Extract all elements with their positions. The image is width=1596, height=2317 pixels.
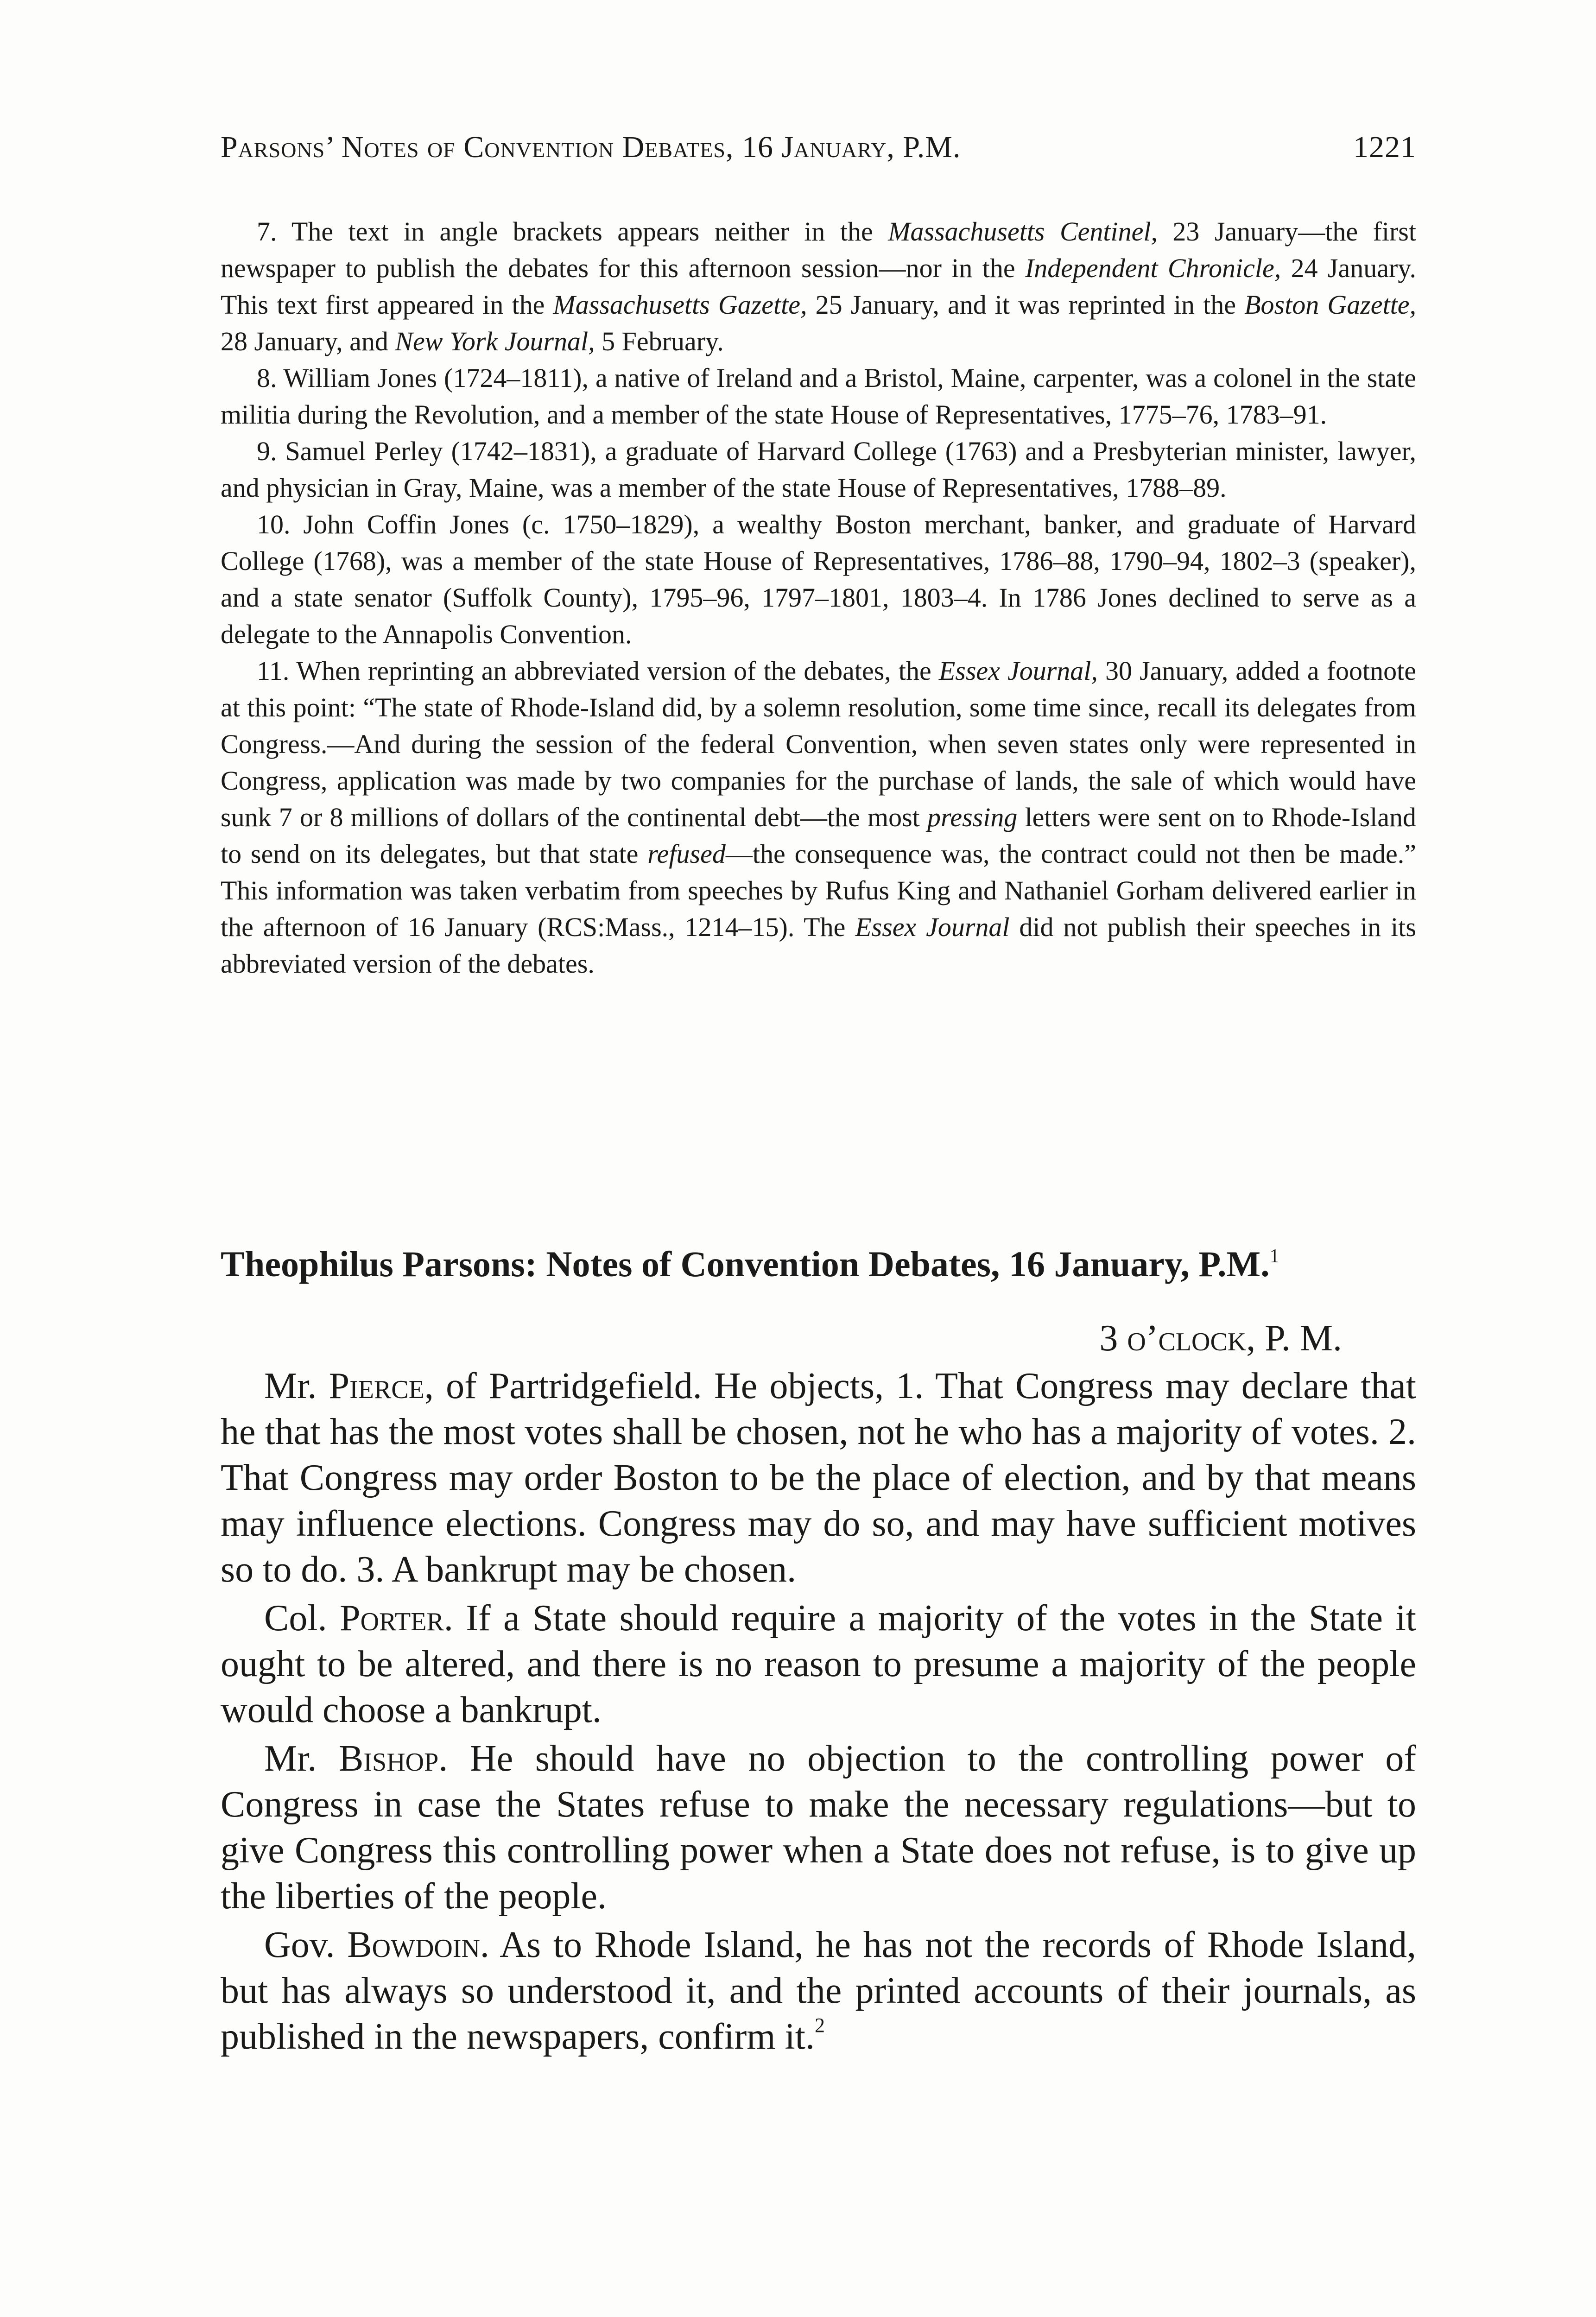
footnote-italic-text: Essex Journal bbox=[855, 912, 1010, 942]
speech-paragraph bbox=[221, 1736, 1416, 1919]
footnote-italic-text: refused bbox=[647, 839, 726, 869]
footnote-text: 23 January—the first newspaper to publish the debates for this afternoon session—nor in the bbox=[221, 216, 1416, 283]
section-title bbox=[221, 1241, 1416, 1287]
speech-text: As to Rhode Island, he has not the records of Rhode Island, but has always so understood it, and the printed accounts of their journals, as published in the newspapers, confirm it. bbox=[221, 1925, 1416, 2057]
footnote-italic-text: pressing bbox=[927, 802, 1018, 832]
footnote bbox=[221, 213, 1416, 360]
section-title-text: Theophilus Parsons: Notes of Convention Debates, 16 January, P.M. bbox=[221, 1244, 1270, 1284]
speech-footnote-ref: 2 bbox=[814, 2014, 825, 2037]
speaker-name: Pierce, bbox=[329, 1366, 434, 1406]
speaker-name: Bishop. bbox=[339, 1738, 448, 1779]
footnote bbox=[221, 360, 1416, 433]
footnote-text: William Jones (1724–1811), a native of Ireland and a Bristol, Maine, carpenter, was a colonel in the state militia during the Revolution, and a member of the state House of Representatives, 1775–76, 1783–91. bbox=[221, 363, 1416, 430]
footnote bbox=[221, 652, 1416, 982]
footnote-text: John Coffin Jones (c. 1750–1829), a wealthy Boston merchant, banker, and graduate of Harvard College (1768), was a member of the state House of Representatives, 1786–88, 1790–94, 1802–3 (speaker), and a state senator (Suffolk County), 1795–96, 1797–1801, 1803–4. In 1786 Jones declined to serve as a delegate to the Annapolis Convention. bbox=[221, 509, 1416, 649]
speech-text: He should have no objection to the controlling power of Congress in case the States refuse to make the necessary regulations—but to give Congress this controlling power when a State does not refuse, is to give up the liberties of the people. bbox=[221, 1738, 1416, 1917]
running-head-title: Parsons’ Notes of Convention Debates, 16 January, P.M. bbox=[221, 130, 961, 164]
footnote-text: 25 January, and it was reprinted in the bbox=[807, 290, 1245, 320]
footnote-number: 8. bbox=[257, 363, 277, 393]
footnote-text: 5 February. bbox=[595, 326, 724, 356]
speaker-title: Mr. bbox=[264, 1366, 317, 1406]
footnote-text: Samuel Perley (1742–1831), a graduate of Harvard College (1763) and a Presbyterian minister, lawyer, and physician in Gray, Maine, was a member of the state House of Representatives, 1788–89. bbox=[221, 436, 1416, 503]
footnote-text: 28 January, and bbox=[221, 326, 395, 356]
speaker-name: Bowdoin. bbox=[347, 1925, 489, 1965]
speaker-title: Col. bbox=[264, 1598, 327, 1639]
footnote-text: letters were sent on to Rhode-Island to send on its delegates, but that state bbox=[221, 802, 1416, 869]
footnote-number: 9. bbox=[257, 436, 277, 466]
page-number: 1221 bbox=[1353, 130, 1416, 164]
footnote-number: 10. bbox=[257, 509, 291, 539]
speaker-title: Mr. bbox=[264, 1738, 317, 1779]
footnote-italic-text: Massachusetts Gazette, bbox=[553, 290, 807, 320]
footnotes-section bbox=[221, 213, 1416, 982]
speech-text: of Partridgefield. He objects, 1. That Congress may declare that he that has the most votes shall be chosen, not he who has a majority of votes. 2. That Congress may order Boston to be the place of election, and by that means may influence elections. Congress may do so, and may have sufficient motives so to do. 3. A bankrupt may be chosen. bbox=[221, 1366, 1417, 1590]
footnote bbox=[221, 433, 1416, 506]
session-time: 3 o’clock, P. M. bbox=[1099, 1318, 1342, 1359]
speech-paragraph bbox=[221, 1595, 1416, 1733]
footnote-italic-text: Essex Journal, bbox=[938, 656, 1098, 686]
footnote-number: 11. bbox=[257, 656, 290, 686]
footnote-text: 30 January, added a footnote at this point: “The state of Rhode-Island did, by a solemn resolution, some time since, recall its delegates from Congress.—And during the session of the federal Convention, when seven states only were represented in Congress, application was made by two companies for the purchase of lands, the sale of which would have sunk 7 or 8 millions of dollars of the continental debt—the most bbox=[221, 656, 1416, 832]
speech-text: If a State should require a majority of the votes in the State it ought to be altered, and there is no reason to presume a majority of the people would choose a bankrupt. bbox=[221, 1598, 1417, 1730]
footnote-italic-text: Boston Gazette, bbox=[1244, 290, 1416, 320]
debate-text bbox=[221, 1363, 1416, 2063]
footnote-text: 24 January. This text first appeared in the bbox=[221, 253, 1417, 320]
speech-paragraph bbox=[221, 1922, 1416, 2060]
section-footnote-ref: 1 bbox=[1269, 1246, 1279, 1267]
speaker-name: Porter. bbox=[340, 1598, 453, 1639]
footnote-italic-text: New York Journal, bbox=[395, 326, 595, 356]
footnote-italic-text: Massachusetts Centinel, bbox=[888, 216, 1158, 247]
running-head bbox=[221, 124, 1416, 171]
footnote-italic-text: Independent Chronicle, bbox=[1025, 253, 1281, 283]
footnote-text: When reprinting an abbreviated version of the debates, the bbox=[289, 656, 939, 686]
speech-paragraph bbox=[221, 1363, 1416, 1593]
footnote-text: —the consequence was, the contract could not then be made.” This information was taken verbatim from speeches by Rufus King and Nathaniel Gorham delivered earlier in the afternoon of 16 January (RCS:Mass., 1214–15). The bbox=[221, 839, 1416, 942]
footnote-text: did not publish their speeches in its abbreviated version of the debates. bbox=[221, 912, 1416, 979]
footnote-text: The text in angle brackets appears neither in the bbox=[277, 216, 888, 247]
footnote bbox=[221, 506, 1416, 652]
footnote-number: 7. bbox=[257, 216, 277, 247]
speaker-title: Gov. bbox=[264, 1925, 335, 1965]
